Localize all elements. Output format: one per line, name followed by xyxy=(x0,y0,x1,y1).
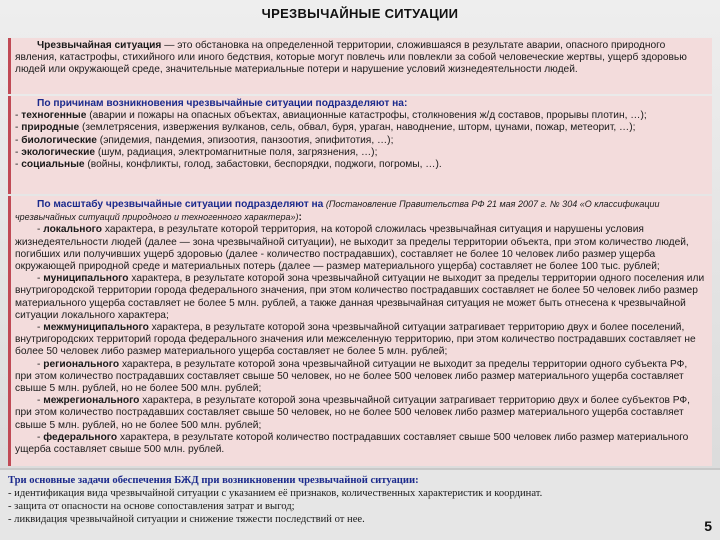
list-item xyxy=(15,135,706,147)
task-item: - ликвидация чрезвычайной ситуации и снижение тяжести последствий от нее. xyxy=(8,514,365,525)
tasks-panel xyxy=(0,468,720,540)
definition-term: Чрезвычайная ситуация xyxy=(37,40,162,51)
list-item-text: (аварии и пожары на опасных объектах, авиационные катастрофы, столкновения ж/д составов, прорывы плотин, …); xyxy=(86,110,647,122)
list-item xyxy=(15,273,706,322)
list-item-prefix: - xyxy=(37,431,44,443)
list-item-prefix: - xyxy=(15,134,22,146)
tasks-heading: Три основные задачи обеспечения БЖД при возникновении чрезвычайной ситуации: xyxy=(8,475,419,486)
list-item-term: локального xyxy=(43,224,103,236)
list-item-prefix: - xyxy=(37,273,44,285)
definition-panel xyxy=(8,38,712,94)
list-item-prefix: - xyxy=(37,322,44,334)
list-item-prefix: - xyxy=(15,122,22,134)
definition-text: — это обстановка на определенной территории, сложившаяся в результате аварии, опасного природного явления, катастрофы, стихийного или иного бедствия, которые могут повлечь или повлекли за собой человеческие жертвы, ущерб здоровью людей или окружающей среде, значительные материальные потери и нарушение условий жизнедеятельности людей. xyxy=(15,40,687,76)
list-item-text: (войны, конфликты, голод, забастовки, беспорядки, поджоги, погромы, …). xyxy=(84,159,442,171)
list-item-term: межрегионального xyxy=(43,395,140,407)
list-item-text: характера, в результате которой зона чрезвычайной ситуации затрагивает территорию двух и более субъектов РФ, при этом количество пострадавших составляет свыше 50 человек, но не более 500 человек либо размер материального ущерба составляет свыше 5 млн. рублей, но не более 500 млн. рублей; xyxy=(15,395,691,431)
list-item-term: социальные xyxy=(21,159,85,171)
list-item-text: характера, в результате которой зона чрезвычайной ситуации затрагивает территорию двух и более поселений, внутригородских территорий города федерального значения или межселенную территорию, при этом количество пострадавших составляет не более 50 человек либо размер материального ущерба составляет не более 5 млн. рублей; xyxy=(15,322,696,358)
list-item-text: (землетрясения, извержения вулканов, сель, обвал, буря, ураган, наводнение, шторм, цунами, пожар, метеорит, …); xyxy=(79,122,636,134)
list-item-prefix: - xyxy=(37,358,44,370)
list-item-text: характера, в результате которой территория, на которой сложилась чрезвычайная ситуация и нарушены условия жизнедеятельности людей (далее — зона чрезвычайной ситуации), не выходит за пределы территории объекта, при этом количество людей, погибших или получивших ущерб здоровью (далее - количество пострадавших), составляет не более 10 человек либо размер ущерба окружающей природной среде и материальных потерь (далее — размер материального ущерба) составляет не более 100 тыс. рублей; xyxy=(15,224,689,273)
list-item-term: муниципального xyxy=(43,273,129,285)
list-item-term: межмуниципального xyxy=(43,322,149,334)
list-item xyxy=(15,147,706,159)
causes-heading: По причинам возникновения чрезвычайные ситуации подразделяют на: xyxy=(37,98,408,109)
list-item-text: характера, в результате которой количество пострадавших составляет свыше 500 человек либо размер материального ущерба составляет свыше 500 млн. рублей. xyxy=(15,431,689,456)
list-item-term: природные xyxy=(21,122,80,134)
scale-list xyxy=(15,224,706,456)
list-item-prefix: - xyxy=(15,159,22,171)
list-item xyxy=(15,359,706,396)
task-item: - защита от опасности на основе сопоставления затрат и выгод; xyxy=(8,501,295,512)
tasks-list xyxy=(8,487,712,526)
scale-colon: : xyxy=(298,212,302,224)
list-item-text: (шум, радиация, электромагнитные поля, загрязнения, …); xyxy=(95,146,378,158)
list-item-text: (эпидемия, пандемия, эпизоотия, панзоотия, эпифитотия, …); xyxy=(96,134,394,146)
list-item-term: экологические xyxy=(21,146,95,158)
list-item-term: биологические xyxy=(21,134,97,146)
list-item-text: характера, в результате которой зона чрезвычайной ситуации не выходит за пределы территории одного поселения или внутригородской территории города федерального значения, при этом количество пострадавших составляет не более 50 человек либо размер материального ущерба составляет не более 5 млн. рублей, а также данная чрезвычайная ситуация не может быть отнесена к чрезвычайной ситуации локального характера; xyxy=(15,273,705,321)
list-item-text: характера, в результате которой зона чрезвычайной ситуации не выходит за пределы территории одного субъекта РФ, при этом количество пострадавших составляет свыше 50 человек, но не более 500 человек либо размер материального ущерба составляет свыше 5 млн. рублей, но не более 500 млн. рублей; xyxy=(15,358,688,395)
scale-heading-line xyxy=(15,198,706,224)
list-item-term: техногенные xyxy=(21,110,87,122)
list-item xyxy=(15,395,706,432)
list-item-prefix: - xyxy=(37,224,44,236)
causes-panel xyxy=(8,96,712,194)
list-item xyxy=(15,110,706,122)
list-item-term: регионального xyxy=(43,358,120,370)
list-item xyxy=(15,122,706,134)
scale-source: (Постановление Правительства РФ 21 мая 2007 г. № 304 «О классификации чрезвычайных ситуаций природного и техногенного характера») xyxy=(15,199,660,223)
scale-heading: По масштабу чрезвычайные ситуации подразделяют на xyxy=(37,199,324,210)
list-item-prefix: - xyxy=(15,110,22,122)
page-number: 5 xyxy=(704,518,712,534)
list-item xyxy=(15,224,706,273)
list-item xyxy=(15,322,706,359)
task-item: - идентификация вида чрезвычайной ситуации с указанием её признаков, количественных характеристик и координат. xyxy=(8,488,543,499)
slide-title: ЧРЕЗВЫЧАЙНЫЕ СИТУАЦИИ xyxy=(261,6,459,21)
causes-list xyxy=(15,110,706,171)
list-item-prefix: - xyxy=(15,146,22,158)
definition-paragraph xyxy=(15,40,706,77)
list-item-term: федерального xyxy=(43,431,118,443)
list-item xyxy=(15,432,706,456)
list-item xyxy=(15,159,706,171)
scale-panel xyxy=(8,196,712,466)
list-item-prefix: - xyxy=(37,395,44,407)
